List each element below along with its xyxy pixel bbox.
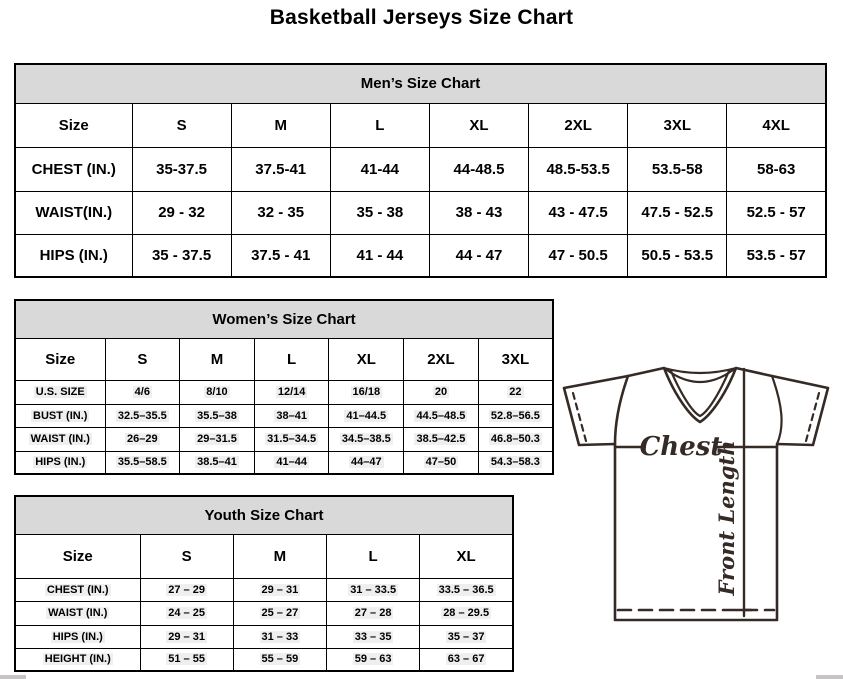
womens-table-title: Women’s Size Chart <box>15 300 553 338</box>
table-cell: 29 – 31 <box>168 630 205 643</box>
youth-size-table <box>14 495 514 672</box>
table-cell: 52.8–56.5 <box>490 409 540 422</box>
table-cell: 27 – 28 <box>354 607 392 619</box>
table-cell: 31 – 33 <box>261 630 299 643</box>
table-cell: 44 - 47 <box>429 234 528 277</box>
table-cell: 37.5 - 41 <box>231 234 330 277</box>
mens-size-header: M <box>231 103 330 147</box>
womens-size-header: 3XL <box>478 338 553 380</box>
table-row <box>15 625 513 648</box>
table-cell: 22 <box>509 386 522 398</box>
womens-size-header: XL <box>329 338 404 380</box>
womens-size-header: L <box>254 338 329 380</box>
table-cell: 47.5 - 52.5 <box>628 191 727 234</box>
womens-size-header: M <box>180 338 255 380</box>
table-cell: 27 – 29 <box>168 583 205 596</box>
row-label: HIPS (IN.) <box>52 630 103 643</box>
chest-label: Chest <box>639 432 723 462</box>
table-cell: 48.5-53.5 <box>529 147 628 191</box>
mens-corner-header: Size <box>15 103 132 147</box>
row-label: HIPS (IN.) <box>15 234 132 277</box>
table-cell: 54.3–58.3 <box>490 456 540 469</box>
table-cell: 47–50 <box>425 456 457 469</box>
row-label: BUST (IN.) <box>33 409 88 422</box>
youth-size-header: S <box>140 534 233 578</box>
table-row <box>15 234 826 277</box>
table-cell: 63 – 67 <box>447 653 485 666</box>
mens-size-header: 4XL <box>727 103 826 147</box>
row-label: WAIST(IN.) <box>15 191 132 234</box>
youth-size-header: L <box>327 534 420 578</box>
table-cell: 41 - 44 <box>330 234 429 277</box>
horizontal-scrollbar-fragment[interactable] <box>816 675 843 679</box>
table-cell: 24 – 25 <box>168 607 205 619</box>
mens-size-header: XL <box>429 103 528 147</box>
table-cell: 29 – 31 <box>261 583 299 596</box>
table-cell: 32 - 35 <box>231 191 330 234</box>
womens-size-header: S <box>105 338 180 380</box>
youth-corner-header: Size <box>15 534 140 578</box>
mens-table-title: Men’s Size Chart <box>15 64 826 103</box>
youth-size-header: XL <box>420 534 513 578</box>
table-cell: 43 - 47.5 <box>529 191 628 234</box>
table-cell: 29–31.5 <box>197 433 237 445</box>
table-cell: 52.5 - 57 <box>727 191 826 234</box>
table-cell: 12/14 <box>277 386 306 398</box>
front-length-label: Front Length <box>714 440 739 596</box>
mens-size-header: L <box>330 103 429 147</box>
jersey-outline-drawing <box>556 360 842 626</box>
table-cell: 41-44 <box>330 147 429 191</box>
womens-corner-header: Size <box>15 338 105 380</box>
table-cell: 59 – 63 <box>354 653 392 666</box>
table-cell: 8/10 <box>206 386 228 398</box>
table-cell: 35-37.5 <box>132 147 231 191</box>
table-row <box>15 404 553 427</box>
table-cell: 35 - 37.5 <box>132 234 231 277</box>
table-cell: 35 - 38 <box>330 191 429 234</box>
youth-size-header: M <box>233 534 326 578</box>
collar-top-line <box>664 368 736 373</box>
row-label: WAIST (IN.) <box>48 607 108 619</box>
table-row <box>15 578 513 601</box>
table-cell: 28 – 29.5 <box>443 607 490 619</box>
mens-size-header: S <box>132 103 231 147</box>
table-cell: 38.5–41 <box>197 456 237 469</box>
table-cell: 34.5–38.5 <box>341 433 391 445</box>
youth-table-title: Youth Size Chart <box>15 496 513 534</box>
table-cell: 37.5-41 <box>231 147 330 191</box>
table-row <box>15 648 513 671</box>
mens-size-header: 2XL <box>529 103 628 147</box>
table-row <box>15 147 826 191</box>
womens-size-table <box>14 299 554 475</box>
table-row <box>15 380 553 404</box>
table-row <box>15 451 553 474</box>
row-label: CHEST (IN.) <box>46 583 109 596</box>
table-cell: 25 – 27 <box>261 607 299 619</box>
mens-size-header: 3XL <box>628 103 727 147</box>
jersey-body-outline <box>564 368 828 620</box>
table-cell: 4/6 <box>134 386 150 398</box>
row-label: CHEST (IN.) <box>15 147 132 191</box>
table-cell: 51 – 55 <box>168 653 205 666</box>
table-cell: 38.5–42.5 <box>416 433 466 445</box>
table-cell: 41–44.5 <box>346 409 387 422</box>
table-cell: 41–44 <box>276 456 307 469</box>
table-row <box>15 601 513 625</box>
table-cell: 35.5–58.5 <box>117 456 167 469</box>
table-cell: 55 – 59 <box>261 653 299 666</box>
horizontal-scrollbar-fragment[interactable] <box>0 675 26 679</box>
table-cell: 31 – 33.5 <box>350 583 397 596</box>
womens-size-header: 2XL <box>404 338 479 380</box>
table-cell: 38 - 43 <box>429 191 528 234</box>
mens-size-table <box>14 63 827 278</box>
table-cell: 33 – 35 <box>354 630 392 643</box>
table-cell: 44–47 <box>351 456 382 469</box>
table-cell: 26–29 <box>127 433 158 445</box>
row-label: U.S. SIZE <box>35 386 85 398</box>
table-cell: 53.5-58 <box>628 147 727 191</box>
table-row <box>15 427 553 451</box>
table-cell: 35.5–38 <box>197 409 237 422</box>
table-cell: 29 - 32 <box>132 191 231 234</box>
table-cell: 16/18 <box>352 386 381 398</box>
table-cell: 20 <box>434 386 448 398</box>
table-cell: 33.5 – 36.5 <box>438 583 494 596</box>
table-cell: 35 – 37 <box>447 630 485 643</box>
table-cell: 58-63 <box>727 147 826 191</box>
row-label: WAIST (IN.) <box>30 433 90 445</box>
table-cell: 47 - 50.5 <box>529 234 628 277</box>
table-cell: 44.5–48.5 <box>416 409 466 422</box>
jersey-measurement-diagram <box>556 360 842 626</box>
table-cell: 50.5 - 53.5 <box>628 234 727 277</box>
table-cell: 46.8–50.3 <box>490 433 540 445</box>
table-cell: 53.5 - 57 <box>727 234 826 277</box>
table-cell: 31.5–34.5 <box>267 433 317 445</box>
table-cell: 44-48.5 <box>429 147 528 191</box>
page-title: Basketball Jerseys Size Chart <box>269 6 574 29</box>
row-label: HEIGHT (IN.) <box>44 653 111 666</box>
row-label: HIPS (IN.) <box>35 456 86 469</box>
table-row <box>15 191 826 234</box>
table-cell: 32.5–35.5 <box>117 409 167 422</box>
table-cell: 38–41 <box>276 409 307 422</box>
